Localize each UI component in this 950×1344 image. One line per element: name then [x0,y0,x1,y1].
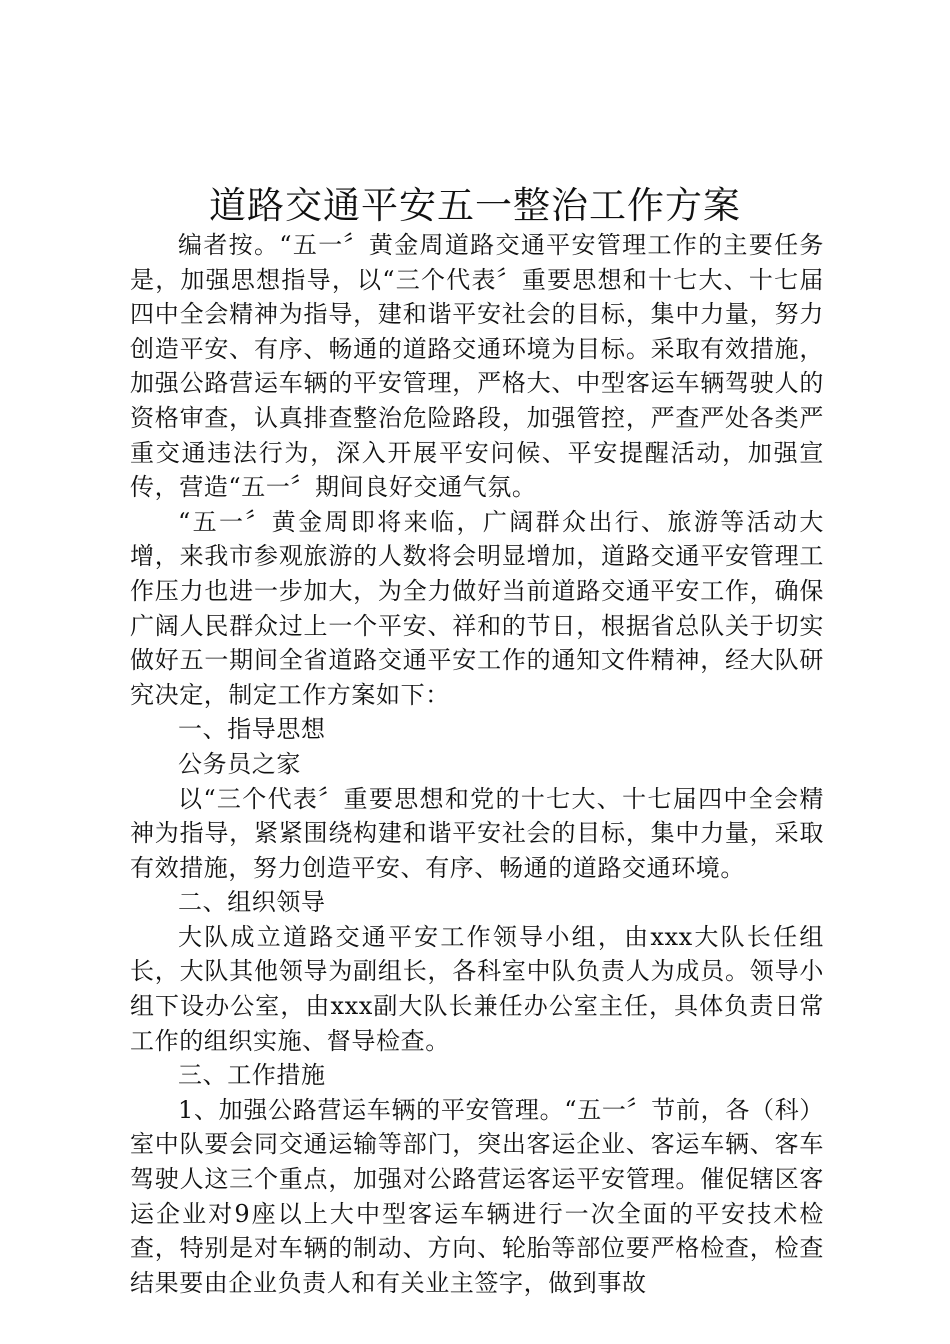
section-heading-organization: 二、组织领导 [178,888,326,917]
paragraph-organization: 大队成立道路交通平安工作领导小组，由xxx大队长任组长，大队其他领导为副组长，各科室中队负责人为成员。领导小组下设办公室，由xxx副大队长兼任办公室主任，具体负责日常工作的组织实施、督导检查。 [130,922,824,1055]
section-heading-measures: 三、工作措施 [178,1061,326,1090]
paragraph-editor-note: 编者按。“五一〞黄金周道路交通平安管理工作的主要任务是，加强思想指导，以“三个代表〞重要思想和十七大、十七届四中全会精神为指导，建和谐平安社会的目标，集中力量，努力创造平安、有序、畅通的道路交通环境为目标。采取有效措施，加强公路营运车辆的平安管理，严格大、中型客运车辆驾驶人的资格审查，认真排查整治危险路段，加强管控，严查严处各类严重交通违法行为，深入开展平安问候、平安提醒活动，加强宣传，营造“五一〞期间良好交通气氛。 [130,231,824,502]
document-body [130,228,824,1300]
document-title: 道路交通平安五一整治工作方案 [209,184,741,227]
paragraph-guiding-ideology: 以“三个代表〞重要思想和党的十七大、十七届四中全会精神为指导，紧紧围绕构建和谐平安社会的目标，集中力量，采取有效措施，努力创造平安、有序、畅通的道路交通环境。 [130,784,824,882]
paragraph-watermark-line: 公务员之家 [178,749,301,778]
paragraph-introduction: “五一〞黄金周即将来临，广阔群众出行、旅游等活动大增，来我市参观旅游的人数将会明显增加，道路交通平安管理工作压力也进一步加大，为全力做好当前道路交通平安工作，确保广阔人民群众过上一个平安、祥和的节日，根据省总队关于切实做好五一期间全省道路交通平安工作的通知文件精神，经大队研究决定，制定工作方案如下： [130,507,824,709]
section-heading-guiding-ideology: 一、指导思想 [178,715,326,744]
paragraph-measure-1: 1、加强公路营运车辆的平安管理。“五一〞节前，各（科）室中队要会同交通运输等部门，突出客运企业、客运车辆、客车驾驶人这三个重点，加强对公路营运客运平安管理。催促辖区客运企业对9座以上大中型客运车辆进行一次全面的平安技术检查，特别是对车辆的制动、方向、轮胎等部位要严格检查，检查结果要由企业负责人和有关业主签字，做到事故 [130,1095,824,1297]
